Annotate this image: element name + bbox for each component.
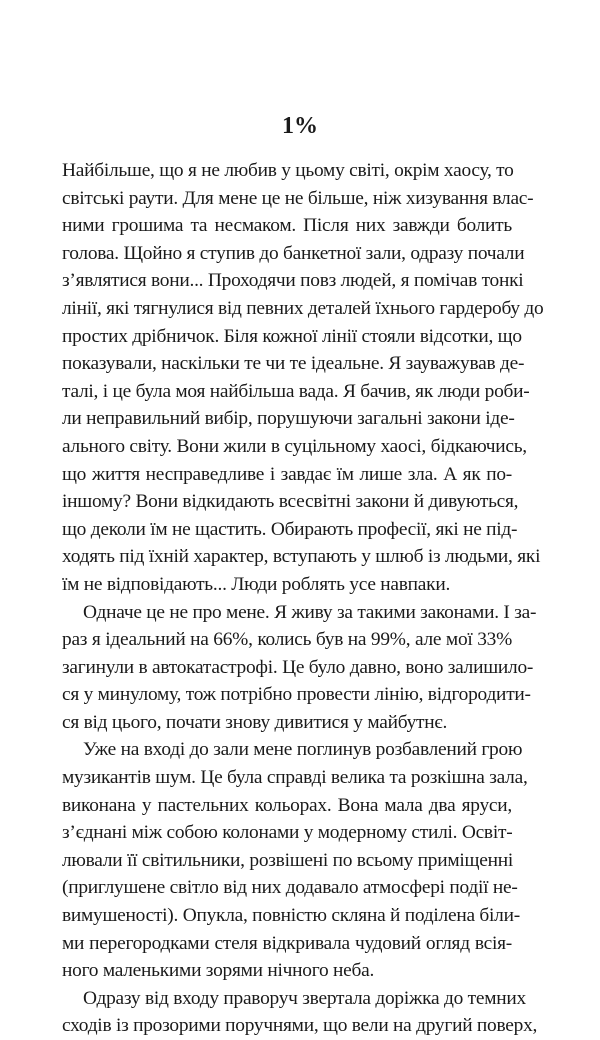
text-line: загинули в автокатастрофі. Це було давно, воно залишило-	[62, 656, 534, 678]
paragraph	[62, 599, 537, 737]
text-line: Уже на вході до зали мене поглинув розбавлений грою	[83, 739, 523, 761]
text-line: простих дрібничок. Біля кожної лінії стояли відсотки, що	[62, 325, 522, 347]
text-line: вимушеності). Опукла, повністю скляна й поділена біли-	[62, 905, 520, 927]
text-line: що деколи їм не щастить. Обирають професії, які не під-	[62, 518, 518, 540]
text-line: раз я ідеальний на 66%, колись був на 99%, але мої 33%	[62, 629, 512, 651]
text-line: сходів із прозорими поручнями, що вели на другий поверх,	[62, 1015, 538, 1037]
text-line: музикантів шум. Це була справді велика та розкішна зала,	[62, 767, 528, 789]
text-line: ального світу. Вони жили в суцільному хаосі, бідкаючись,	[62, 435, 527, 457]
text-line: Одразу від входу праворуч звертала доріжка до темних	[83, 987, 526, 1009]
text-line: показували, наскільки те чи те ідеальне. Я зауважував де-	[62, 353, 525, 375]
text-line: талі, і це була моя найбільша вада. Я бачив, як люди роби-	[62, 380, 530, 402]
text-line: з’являтися вони... Проходячи повз людей, я помічав тонкі	[62, 270, 524, 292]
paragraph	[62, 736, 528, 984]
text-line: ли неправильний вибір, порушуючи загальні закони іде-	[62, 408, 515, 430]
chapter-body	[62, 157, 544, 1040]
text-line: Найбільше, що я не любив у цьому світі, окрім хаосу, то	[62, 160, 514, 181]
text-line: світські раути. Для мене це не більше, ніж хизування влас-	[62, 187, 534, 209]
text-line: (приглушене світло від них додавало атмосфері події не-	[62, 877, 518, 899]
text-line: ходять під їхній характер, вступають у шлюб із людьми, які	[62, 546, 541, 568]
text-line: що життя несправедливе і завдає їм лише зла. А як по-	[62, 463, 512, 485]
text-line: ного маленькими зорями нічного неба.	[62, 960, 375, 982]
text-line: ними грошима та несмаком. Після них завжди болить	[62, 215, 512, 237]
text-line: голова. Щойно я ступив до банкетної зали, одразу почали	[62, 242, 525, 264]
paragraph	[62, 985, 538, 1040]
text-line: їм не відповідають... Люди роблять усе навпаки.	[62, 573, 451, 595]
text-line: ми перегородками стеля відкривала чудовий огляд всія-	[62, 932, 512, 954]
text-line: ся у минулому, тож потрібно провести лінію, відгородити-	[62, 684, 531, 706]
text-line: лінії, які тягнулися від певних деталей їхнього гардеробу до	[62, 297, 544, 319]
text-line: виконана у пастельних кольорах. Вона мала два яруси,	[62, 794, 512, 816]
text-line: з’єднані між собою колонами у модерному стилі. Освіт-	[62, 822, 513, 844]
chapter-title: 1%	[282, 113, 318, 139]
paragraph	[62, 157, 544, 599]
text-line: іншому? Вони відкидають всесвітні закони й дивуються,	[62, 491, 519, 513]
text-line: Одначе це не про мене. Я живу за такими законами. І за-	[83, 601, 537, 623]
text-line: ся від цього, почати знову дивитися у майбутнє.	[62, 711, 448, 733]
text-line: лювали її світильники, розвішені по всьому приміщенні	[62, 849, 513, 871]
